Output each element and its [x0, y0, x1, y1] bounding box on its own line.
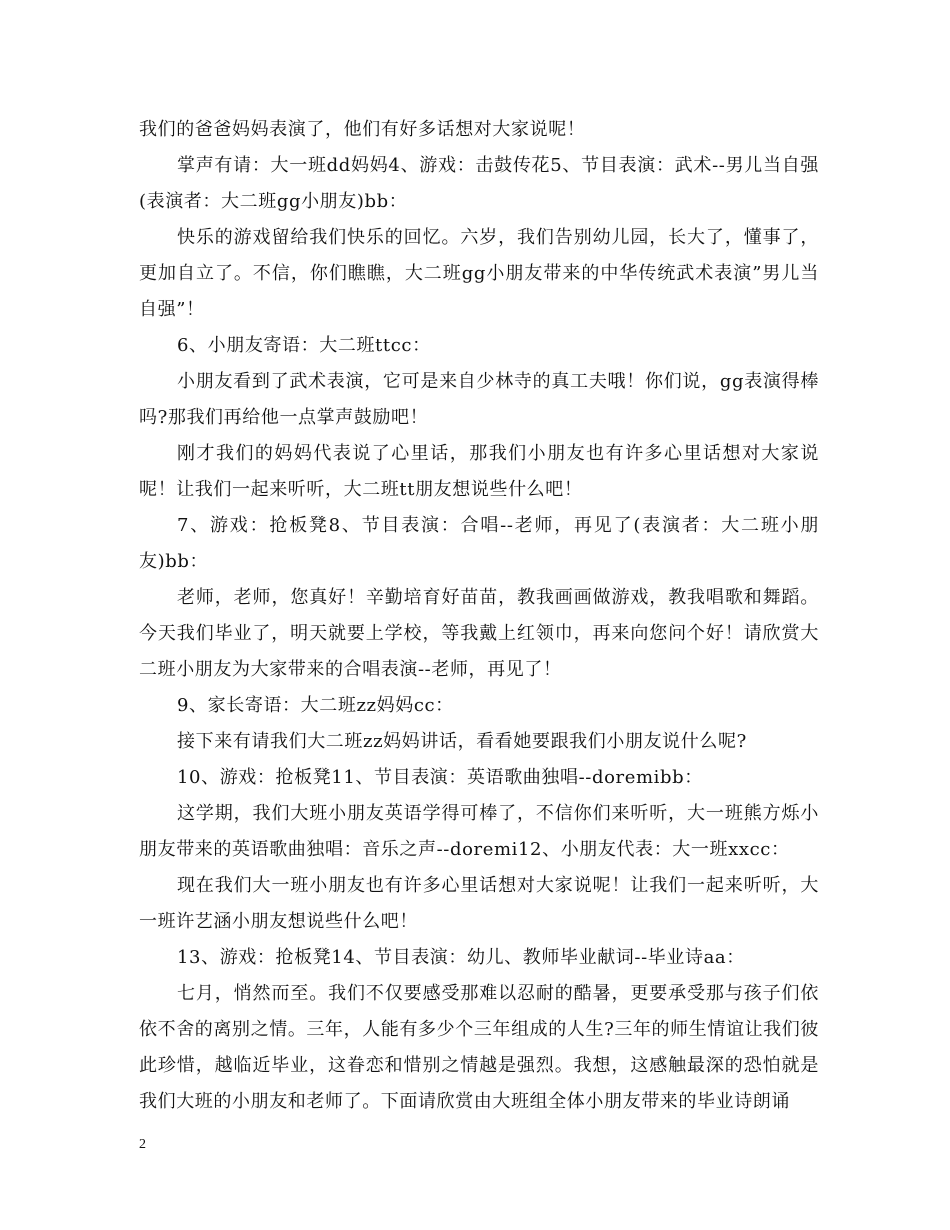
paragraph: 9、家长寄语：大二班zz妈妈cc： — [177, 695, 454, 716]
document-body — [139, 112, 819, 1120]
paragraph: 接下来有请我们大二班zz妈妈讲话，看看她要跟我们小朋友说什么呢? — [177, 731, 747, 752]
paragraph: 刚才我们的妈妈代表说了心里话，那我们小朋友也有许多心里话想对大家说呢！让我们一起来听听，大二班tt朋友想说些什么吧！ — [139, 443, 819, 500]
paragraph: 快乐的游戏留给我们快乐的回忆。六岁，我们告别幼儿园，长大了，懂事了，更加自立了。不信，你们瞧瞧，大二班gg小朋友带来的中华传统武术表演”男儿当自强”！ — [139, 227, 819, 320]
paragraph: 小朋友看到了武术表演，它可是来自少林寺的真工夫哦！你们说，gg表演得棒吗?那我们再给他一点掌声鼓励吧！ — [139, 371, 819, 428]
paragraph: 7、游戏：抢板凳8、节目表演：合唱--老师，再见了(表演者：大二班小朋友)bb： — [139, 515, 819, 572]
paragraph: 10、游戏：抢板凳11、节目表演：英语歌曲独唱--doremibb： — [177, 767, 703, 788]
paragraph: 这学期，我们大班小朋友英语学得可棒了，不信你们来听听，大一班熊方烁小朋友带来的英语歌曲独唱：音乐之声--doremi12、小朋友代表：大一班xxcc： — [139, 803, 819, 860]
page-number: 2 — [139, 1137, 146, 1152]
paragraph: 6、小朋友寄语：大二班ttcc： — [177, 335, 431, 356]
paragraph: 我们的爸爸妈妈表演了，他们有好多话想对大家说呢！ — [139, 119, 586, 140]
paragraph: 13、游戏：抢板凳14、节目表演：幼儿、教师毕业献词--毕业诗aa： — [177, 947, 745, 968]
paragraph: 老师，老师，您真好！辛勤培育好苗苗，教我画画做游戏，教我唱歌和舞蹈。今天我们毕业了，明天就要上学校，等我戴上红领巾，再来向您问个好！请欣赏大二班小朋友为大家带来的合唱表演--老师，再见了！ — [139, 587, 819, 680]
paragraph: 七月，悄然而至。我们不仅要感受那难以忍耐的酷暑，更要承受那与孩子们依依不舍的离别之情。三年，人能有多少个三年组成的人生?三年的师生情谊让我们彼此珍惜，越临近毕业，这眷恋和惜别之情越是强烈。我想，这感触最深的恐怕就是我们大班的小朋友和老师了。下面请欣赏由大班组全体小朋友带来的毕业诗朗诵 — [139, 983, 819, 1112]
paragraph: 掌声有请：大一班dd妈妈4、游戏：击鼓传花5、节目表演：武术--男儿当自强(表演者：大二班gg小朋友)bb： — [139, 155, 819, 212]
paragraph: 现在我们大一班小朋友也有许多心里话想对大家说呢！让我们一起来听听，大一班许艺涵小朋友想说些什么吧！ — [139, 875, 819, 932]
